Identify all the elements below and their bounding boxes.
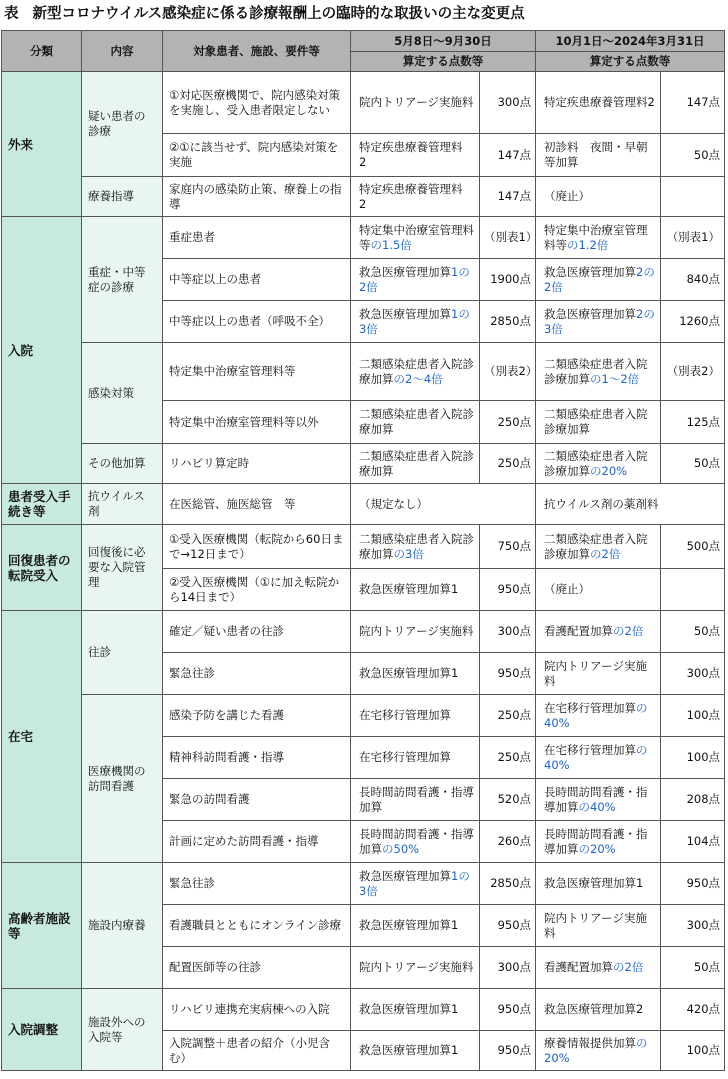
period1-points: 300点 <box>480 611 536 653</box>
target-cell: 在医総管、施医総管 等 <box>163 484 351 525</box>
header-points1: 算定する点数等 <box>351 52 536 72</box>
target-cell: リハビリ算定時 <box>163 444 351 484</box>
period1-item: 二類感染症患者入院診療加算の2～4倍 <box>351 343 480 401</box>
header-target: 対象患者、施設、要件等 <box>163 31 351 72</box>
sub-suspected: 疑い患者の診療 <box>82 72 163 177</box>
period2-points: 50点 <box>661 444 725 484</box>
period2-item: 特定集中治療室管理料等の1.2倍 <box>536 217 661 259</box>
period1-points: 250点 <box>480 444 536 484</box>
period2-item: 二類感染症患者入院診療加算の1～2倍 <box>536 343 661 401</box>
period2-points: （別表2） <box>661 343 725 401</box>
target-cell: リハビリ連携充実病棟への入院 <box>163 989 351 1031</box>
period1-points: 950点 <box>480 1031 536 1071</box>
period1-item: 在宅移行管理加算 <box>351 695 480 737</box>
header-points2: 算定する点数等 <box>536 52 725 72</box>
period2-points: 208点 <box>661 779 725 821</box>
header-category: 分類 <box>2 31 82 72</box>
period1-item: 救急医療管理加算1の3倍 <box>351 863 480 905</box>
target-cell: 緊急の訪問看護 <box>163 779 351 821</box>
period1-points: 250点 <box>480 737 536 779</box>
target-cell: 特定集中治療室管理料等 <box>163 343 351 401</box>
category-inpatient: 入院 <box>2 217 82 484</box>
period1-points: 950点 <box>480 905 536 947</box>
period2-item: 長時間訪問看護・指導加算の20% <box>536 821 661 863</box>
period1-points: 250点 <box>480 401 536 444</box>
period1-item: 院内トリアージ実施料 <box>351 947 480 989</box>
changes-table <box>1 30 725 1071</box>
target-cell: 緊急往診 <box>163 863 351 905</box>
sub-guidance: 療養指導 <box>82 177 163 217</box>
period2-item: 抗ウイルス剤の薬剤料 <box>536 484 725 525</box>
category-home: 在宅 <box>2 611 82 863</box>
period2-item: （廃止） <box>536 569 661 611</box>
period1-item: 救急医療管理加算1 <box>351 905 480 947</box>
target-cell: 家庭内の感染防止策、療養上の指導 <box>163 177 351 217</box>
period1-item: 院内トリアージ実施料 <box>351 72 480 134</box>
period1-points: 147点 <box>480 134 536 177</box>
period1-item: 特定疾患療養管理料 2 <box>351 177 480 217</box>
target-cell: 特定集中治療室管理料等以外 <box>163 401 351 444</box>
sub-facility: 施設内療養 <box>82 863 163 989</box>
period2-points: 300点 <box>661 905 725 947</box>
period1-item: 救急医療管理加算1の2倍 <box>351 259 480 301</box>
sub-recovery: 回復後に必要な入院管理 <box>82 525 163 611</box>
period1-points: 300点 <box>480 72 536 134</box>
target-cell: 精神科訪問看護・指導 <box>163 737 351 779</box>
period1-points: 1900点 <box>480 259 536 301</box>
category-outpatient: 外来 <box>2 72 82 217</box>
period2-points: 500点 <box>661 525 725 569</box>
period2-item: 救急医療管理加算1 <box>536 863 661 905</box>
category-elderly: 高齢者施設等 <box>2 863 82 989</box>
period2-points: 100点 <box>661 695 725 737</box>
header-content: 内容 <box>82 31 163 72</box>
period2-item: 看護配置加算の2倍 <box>536 947 661 989</box>
table-row <box>2 863 725 905</box>
target-cell: ②①に該当せず、院内感染対策を実施 <box>163 134 351 177</box>
period2-points: 50点 <box>661 134 725 177</box>
period2-item: 救急医療管理加算2 <box>536 989 661 1031</box>
period2-item: 二類感染症患者入院診療加算の2倍 <box>536 525 661 569</box>
period1-item: 在宅移行管理加算 <box>351 737 480 779</box>
target-cell: 緊急往診 <box>163 653 351 695</box>
period1-item: 救急医療管理加算1 <box>351 989 480 1031</box>
period2-item: 二類感染症患者入院診療加算 <box>536 401 661 444</box>
period2-points: 1260点 <box>661 301 725 343</box>
target-cell: ①対応医療機関で、院内感染対策を実施し、受入患者限定しない <box>163 72 351 134</box>
period2-item: 看護配置加算の2倍 <box>536 611 661 653</box>
table-row <box>2 72 725 134</box>
target-cell: 確定／疑い患者の往診 <box>163 611 351 653</box>
period2-item: 院内トリアージ実施料 <box>536 653 661 695</box>
period2-points: 50点 <box>661 611 725 653</box>
table-row <box>2 484 725 525</box>
period1-points: 260点 <box>480 821 536 863</box>
target-cell: 中等症以上の患者（呼吸不全） <box>163 301 351 343</box>
period1-item: 二類感染症患者入院診療加算 <box>351 444 480 484</box>
table-row <box>2 177 725 217</box>
target-cell: 中等症以上の患者 <box>163 259 351 301</box>
title-label: 表 <box>4 6 19 22</box>
period1-item: 二類感染症患者入院診療加算 <box>351 401 480 444</box>
period2-item: 療養情報提供加算の20% <box>536 1031 661 1071</box>
table-row <box>2 695 725 737</box>
period1-points: 520点 <box>480 779 536 821</box>
target-cell: 配置医師等の往診 <box>163 947 351 989</box>
sub-outside: 施設外への入院等 <box>82 989 163 1071</box>
target-cell: 感染予防を講じた看護 <box>163 695 351 737</box>
target-cell: 看護職員とともにオンライン診療 <box>163 905 351 947</box>
target-cell: 入院調整＋患者の紹介（小児含む） <box>163 1031 351 1071</box>
period1-points: （別表2） <box>480 343 536 401</box>
period1-item: 特定集中治療室管理料等の1.5倍 <box>351 217 480 259</box>
period2-points: 104点 <box>661 821 725 863</box>
table-row <box>2 525 725 569</box>
period2-item: 初診料 夜間・早朝等加算 <box>536 134 661 177</box>
period1-item: 二類感染症患者入院診療加算の3倍 <box>351 525 480 569</box>
period1-item: 救急医療管理加算1の3倍 <box>351 301 480 343</box>
table-row <box>2 989 725 1031</box>
period2-points: 50点 <box>661 947 725 989</box>
period2-item: 在宅移行管理加算の40% <box>536 695 661 737</box>
period1-item: 長時間訪問看護・指導加算 <box>351 779 480 821</box>
target-cell: 計画に定めた訪問看護・指導 <box>163 821 351 863</box>
period2-points: 950点 <box>661 863 725 905</box>
period1-item: 救急医療管理加算1 <box>351 1031 480 1071</box>
period2-points: 147点 <box>661 72 725 134</box>
sub-home-nursing: 医療機関の訪問看護 <box>82 695 163 863</box>
sub-infection: 感染対策 <box>82 343 163 444</box>
period1-item: （規定なし） <box>351 484 536 525</box>
period2-item: 院内トリアージ実施料 <box>536 905 661 947</box>
header-period1: 5月8日～9月30日 <box>351 31 536 52</box>
category-transfer: 回復患者の転院受入 <box>2 525 82 611</box>
period1-points: 147点 <box>480 177 536 217</box>
period2-item: （廃止） <box>536 177 661 217</box>
period1-points: （別表1） <box>480 217 536 259</box>
document-title <box>0 0 728 30</box>
title-text: 新型コロナウイルス感染症に係る診療報酬上の臨時的な取扱いの主な変更点 <box>32 6 525 22</box>
period2-points <box>661 177 725 217</box>
target-cell: 重症患者 <box>163 217 351 259</box>
period1-item: 救急医療管理加算1 <box>351 653 480 695</box>
period2-item: 救急医療管理加算2の3倍 <box>536 301 661 343</box>
period1-item: 救急医療管理加算1 <box>351 569 480 611</box>
period1-item: 長時間訪問看護・指導加算の50% <box>351 821 480 863</box>
period1-points: 250点 <box>480 695 536 737</box>
period2-points: 100点 <box>661 1031 725 1071</box>
period1-points: 300点 <box>480 947 536 989</box>
period2-points: （別表1） <box>661 217 725 259</box>
period2-item: 特定疾患療養管理料2 <box>536 72 661 134</box>
table-row <box>2 611 725 653</box>
period1-points: 950点 <box>480 569 536 611</box>
target-cell: ①受入医療機関（転院から60日まで→12日まで） <box>163 525 351 569</box>
period1-points: 2850点 <box>480 863 536 905</box>
period2-points: 420点 <box>661 989 725 1031</box>
period1-item: 院内トリアージ実施料 <box>351 611 480 653</box>
period1-points: 750点 <box>480 525 536 569</box>
table-row <box>2 444 725 484</box>
period2-item: 長時間訪問看護・指導加算の40% <box>536 779 661 821</box>
period2-item: 在宅移行管理加算の40% <box>536 737 661 779</box>
target-cell: ②受入医療機関（①に加え転院から14日まで） <box>163 569 351 611</box>
table-row <box>2 217 725 259</box>
category-adjust: 入院調整 <box>2 989 82 1071</box>
period2-points: 840点 <box>661 259 725 301</box>
period1-points: 2850点 <box>480 301 536 343</box>
period1-points: 950点 <box>480 653 536 695</box>
period2-item: 救急医療管理加算2の2倍 <box>536 259 661 301</box>
category-procedure: 患者受入手続き等 <box>2 484 82 525</box>
sub-severe: 重症・中等症の診療 <box>82 217 163 343</box>
period2-points: 100点 <box>661 737 725 779</box>
period2-points <box>661 569 725 611</box>
period2-points: 300点 <box>661 653 725 695</box>
period1-points: 950点 <box>480 989 536 1031</box>
period2-points: 125点 <box>661 401 725 444</box>
period1-item: 特定疾患療養管理料 2 <box>351 134 480 177</box>
period2-item: 二類感染症患者入院診療加算の20% <box>536 444 661 484</box>
table-row <box>2 343 725 401</box>
sub-visit: 往診 <box>82 611 163 695</box>
sub-antiviral: 抗ウイルス剤 <box>82 484 163 525</box>
header-period2: 10月1日～2024年3月31日 <box>536 31 725 52</box>
sub-other: その他加算 <box>82 444 163 484</box>
